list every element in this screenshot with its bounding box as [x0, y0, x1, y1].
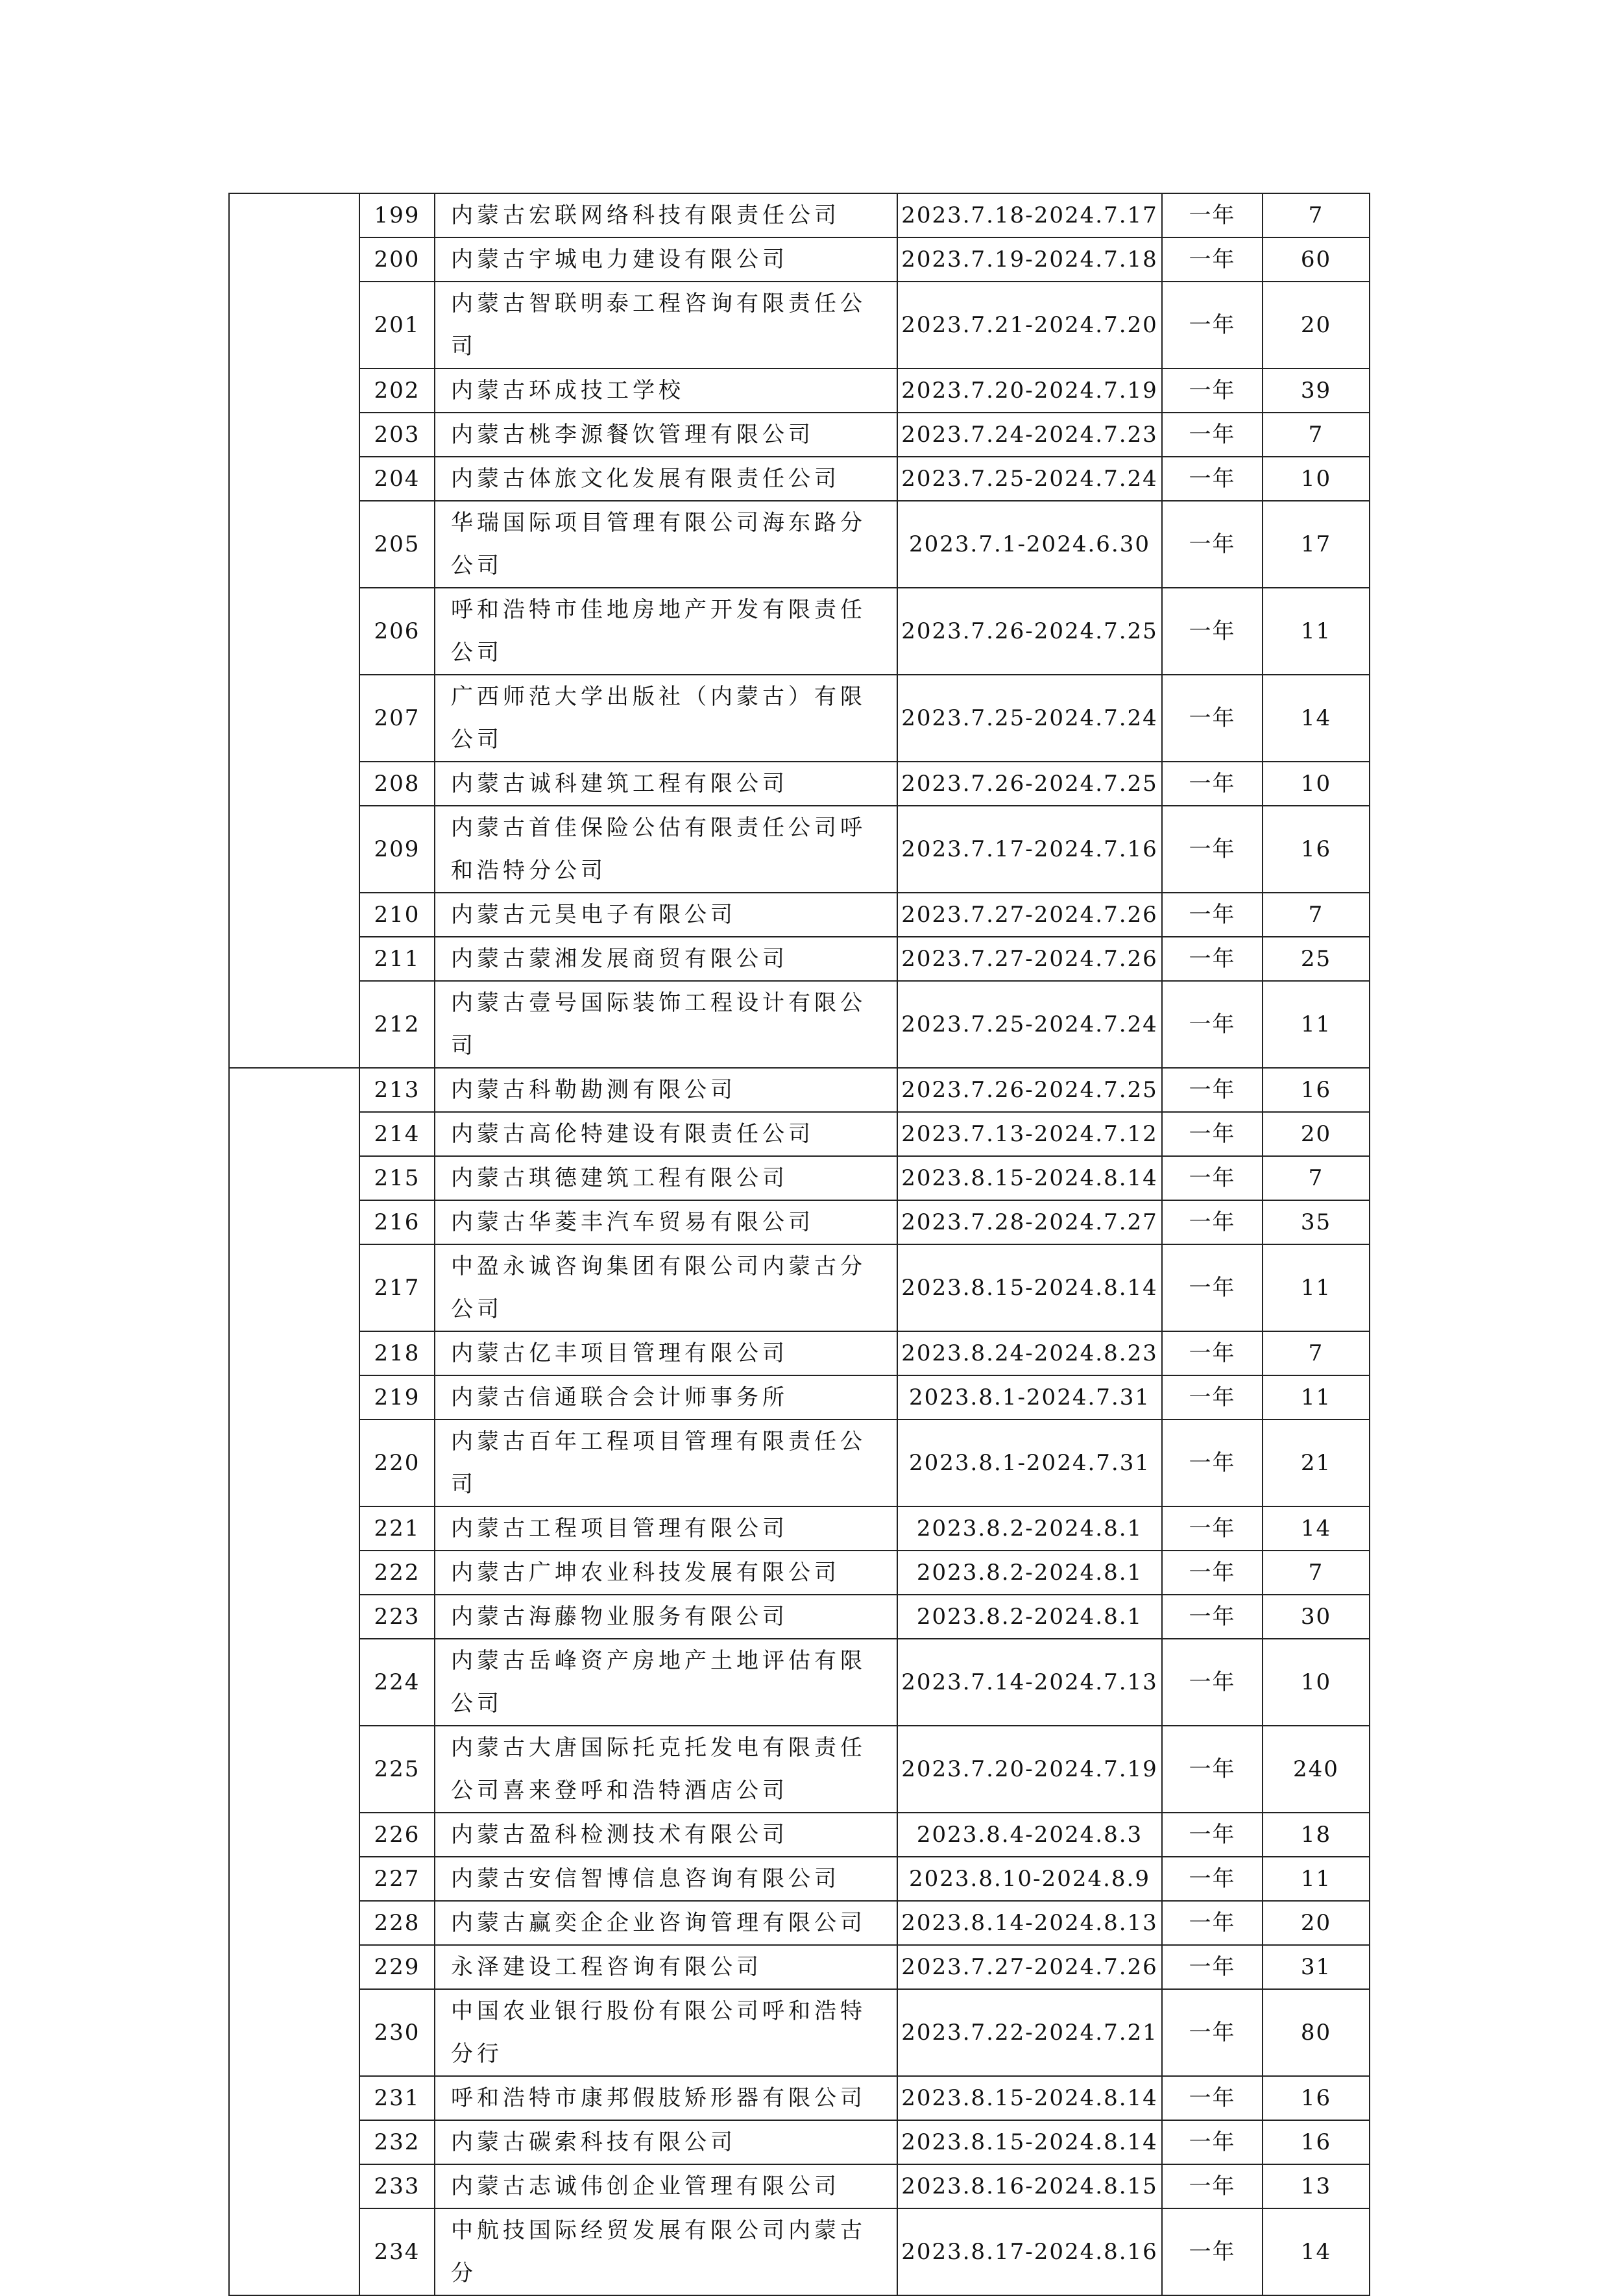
validity-period: 2023.7.22-2024.7.21 [897, 1989, 1162, 2076]
row-number: 230 [359, 1989, 435, 2076]
company-name: 内蒙古体旅文化发展有限责任公司 [435, 457, 897, 501]
row-number: 201 [359, 282, 435, 369]
row-number: 210 [359, 893, 435, 937]
company-name: 内蒙古岳峰资产房地产土地评估有限公司 [435, 1639, 897, 1726]
term: 一年 [1162, 1901, 1263, 1945]
count: 14 [1263, 1506, 1370, 1551]
row-number: 223 [359, 1595, 435, 1639]
validity-period: 2023.8.1-2024.7.31 [897, 1420, 1162, 1506]
company-name: 内蒙古信通联合会计师事务所 [435, 1375, 897, 1420]
validity-period: 2023.7.27-2024.7.26 [897, 1945, 1162, 1989]
company-name: 内蒙古百年工程项目管理有限责任公司 [435, 1420, 897, 1506]
validity-period: 2023.8.15-2024.8.14 [897, 1244, 1162, 1331]
table-row [229, 937, 1370, 981]
company-name: 内蒙古宏联网络科技有限责任公司 [435, 193, 897, 237]
count: 13 [1263, 2164, 1370, 2208]
group-cell-2 [229, 1068, 359, 2295]
table-row [229, 282, 1370, 369]
validity-period: 2023.7.25-2024.7.24 [897, 981, 1162, 1068]
table-row [229, 501, 1370, 588]
company-name: 内蒙古科勒勘测有限公司 [435, 1068, 897, 1112]
validity-period: 2023.7.26-2024.7.25 [897, 1068, 1162, 1112]
row-number: 199 [359, 193, 435, 237]
table-row [229, 893, 1370, 937]
count: 21 [1263, 1420, 1370, 1506]
validity-period: 2023.7.27-2024.7.26 [897, 937, 1162, 981]
company-name: 内蒙古元昊电子有限公司 [435, 893, 897, 937]
term: 一年 [1162, 1945, 1263, 1989]
count: 7 [1263, 1331, 1370, 1375]
table-row [229, 237, 1370, 282]
row-number: 200 [359, 237, 435, 282]
validity-period: 2023.7.24-2024.7.23 [897, 413, 1162, 457]
term: 一年 [1162, 193, 1263, 237]
term: 一年 [1162, 1506, 1263, 1551]
company-name: 内蒙古宇城电力建设有限公司 [435, 237, 897, 282]
table-row [229, 1989, 1370, 2076]
validity-period: 2023.7.27-2024.7.26 [897, 893, 1162, 937]
row-number: 207 [359, 675, 435, 762]
table-row [229, 1112, 1370, 1156]
term: 一年 [1162, 1726, 1263, 1813]
table-row [229, 2120, 1370, 2164]
row-number: 232 [359, 2120, 435, 2164]
row-number: 227 [359, 1857, 435, 1901]
count: 11 [1263, 1857, 1370, 1901]
validity-period: 2023.7.18-2024.7.17 [897, 193, 1162, 237]
count: 20 [1263, 1901, 1370, 1945]
table-row [229, 1857, 1370, 1901]
company-name: 广西师范大学出版社（内蒙古）有限公司 [435, 675, 897, 762]
validity-period: 2023.7.28-2024.7.27 [897, 1200, 1162, 1244]
row-number: 217 [359, 1244, 435, 1331]
count: 16 [1263, 806, 1370, 893]
term: 一年 [1162, 237, 1263, 282]
count: 7 [1263, 193, 1370, 237]
company-name: 内蒙古广坤农业科技发展有限公司 [435, 1551, 897, 1595]
company-name: 内蒙古桃李源餐饮管理有限公司 [435, 413, 897, 457]
table-row [229, 806, 1370, 893]
company-name: 呼和浩特市康邦假肢矫形器有限公司 [435, 2076, 897, 2120]
row-number: 204 [359, 457, 435, 501]
validity-period: 2023.8.2-2024.8.1 [897, 1595, 1162, 1639]
company-name: 内蒙古盈科检测技术有限公司 [435, 1813, 897, 1857]
validity-period: 2023.7.25-2024.7.24 [897, 457, 1162, 501]
validity-period: 2023.7.19-2024.7.18 [897, 237, 1162, 282]
count: 240 [1263, 1726, 1370, 1813]
count: 10 [1263, 457, 1370, 501]
count: 20 [1263, 1112, 1370, 1156]
row-number: 234 [359, 2208, 435, 2295]
table-row [229, 1244, 1370, 1331]
term: 一年 [1162, 981, 1263, 1068]
row-number: 216 [359, 1200, 435, 1244]
row-number: 211 [359, 937, 435, 981]
term: 一年 [1162, 675, 1263, 762]
count: 25 [1263, 937, 1370, 981]
validity-period: 2023.7.21-2024.7.20 [897, 282, 1162, 369]
count: 7 [1263, 413, 1370, 457]
term: 一年 [1162, 1551, 1263, 1595]
table-row [229, 369, 1370, 413]
term: 一年 [1162, 1857, 1263, 1901]
count: 7 [1263, 1156, 1370, 1200]
validity-period: 2023.8.14-2024.8.13 [897, 1901, 1162, 1945]
company-name: 内蒙古琪德建筑工程有限公司 [435, 1156, 897, 1200]
company-name: 内蒙古诚科建筑工程有限公司 [435, 762, 897, 806]
company-name: 内蒙古华菱丰汽车贸易有限公司 [435, 1200, 897, 1244]
company-name: 内蒙古智联明泰工程咨询有限责任公司 [435, 282, 897, 369]
validity-period: 2023.8.2-2024.8.1 [897, 1551, 1162, 1595]
company-name: 内蒙古大唐国际托克托发电有限责任公司喜来登呼和浩特酒店公司 [435, 1726, 897, 1813]
table-row [229, 413, 1370, 457]
count: 11 [1263, 1244, 1370, 1331]
row-number: 209 [359, 806, 435, 893]
count: 20 [1263, 282, 1370, 369]
term: 一年 [1162, 588, 1263, 675]
table-row [229, 457, 1370, 501]
term: 一年 [1162, 1813, 1263, 1857]
table-row [229, 1200, 1370, 1244]
row-number: 214 [359, 1112, 435, 1156]
term: 一年 [1162, 937, 1263, 981]
validity-period: 2023.8.2-2024.8.1 [897, 1506, 1162, 1551]
enterprise-table [228, 193, 1370, 2296]
company-name: 中盈永诚咨询集团有限公司内蒙古分公司 [435, 1244, 897, 1331]
table-row [229, 193, 1370, 237]
company-name: 内蒙古壹号国际装饰工程设计有限公司 [435, 981, 897, 1068]
table-row [229, 675, 1370, 762]
term: 一年 [1162, 2120, 1263, 2164]
table-row [229, 1813, 1370, 1857]
term: 一年 [1162, 457, 1263, 501]
validity-period: 2023.8.15-2024.8.14 [897, 1156, 1162, 1200]
term: 一年 [1162, 762, 1263, 806]
count: 10 [1263, 1639, 1370, 1726]
table-row [229, 2164, 1370, 2208]
table-row [229, 1156, 1370, 1200]
count: 16 [1263, 1068, 1370, 1112]
validity-period: 2023.7.13-2024.7.12 [897, 1112, 1162, 1156]
company-name: 内蒙古赢奕企企业咨询管理有限公司 [435, 1901, 897, 1945]
count: 35 [1263, 1200, 1370, 1244]
validity-period: 2023.7.1-2024.6.30 [897, 501, 1162, 588]
validity-period: 2023.8.4-2024.8.3 [897, 1813, 1162, 1857]
count: 18 [1263, 1813, 1370, 1857]
term: 一年 [1162, 1068, 1263, 1112]
table-row [229, 1506, 1370, 1551]
company-name: 内蒙古海藤物业服务有限公司 [435, 1595, 897, 1639]
company-name: 内蒙古高伦特建设有限责任公司 [435, 1112, 897, 1156]
validity-period: 2023.8.15-2024.8.14 [897, 2076, 1162, 2120]
table-row [229, 1068, 1370, 1112]
count: 17 [1263, 501, 1370, 588]
table-row [229, 1331, 1370, 1375]
row-number: 225 [359, 1726, 435, 1813]
table-row [229, 1726, 1370, 1813]
company-name: 内蒙古蒙湘发展商贸有限公司 [435, 937, 897, 981]
table-row [229, 1595, 1370, 1639]
row-number: 228 [359, 1901, 435, 1945]
term: 一年 [1162, 1200, 1263, 1244]
row-number: 226 [359, 1813, 435, 1857]
count: 11 [1263, 588, 1370, 675]
table-row [229, 981, 1370, 1068]
validity-period: 2023.8.17-2024.8.16 [897, 2208, 1162, 2295]
table-row [229, 1901, 1370, 1945]
row-number: 205 [359, 501, 435, 588]
table-row [229, 2076, 1370, 2120]
row-number: 218 [359, 1331, 435, 1375]
validity-period: 2023.8.1-2024.7.31 [897, 1375, 1162, 1420]
row-number: 231 [359, 2076, 435, 2120]
group-cell-1 [229, 193, 359, 1068]
table-row [229, 2208, 1370, 2295]
term: 一年 [1162, 1375, 1263, 1420]
count: 60 [1263, 237, 1370, 282]
company-name: 内蒙古安信智博信息咨询有限公司 [435, 1857, 897, 1901]
count: 14 [1263, 675, 1370, 762]
count: 16 [1263, 2076, 1370, 2120]
term: 一年 [1162, 1639, 1263, 1726]
term: 一年 [1162, 2208, 1263, 2295]
term: 一年 [1162, 413, 1263, 457]
company-name: 华瑞国际项目管理有限公司海东路分公司 [435, 501, 897, 588]
row-number: 229 [359, 1945, 435, 1989]
validity-period: 2023.7.14-2024.7.13 [897, 1639, 1162, 1726]
row-number: 206 [359, 588, 435, 675]
company-name: 呼和浩特市佳地房地产开发有限责任公司 [435, 588, 897, 675]
term: 一年 [1162, 501, 1263, 588]
count: 80 [1263, 1989, 1370, 2076]
count: 7 [1263, 893, 1370, 937]
term: 一年 [1162, 2164, 1263, 2208]
table-row [229, 588, 1370, 675]
validity-period: 2023.8.10-2024.8.9 [897, 1857, 1162, 1901]
enterprise-table-body [229, 193, 1370, 2295]
table-row [229, 1551, 1370, 1595]
row-number: 215 [359, 1156, 435, 1200]
company-name: 内蒙古碳索科技有限公司 [435, 2120, 897, 2164]
count: 16 [1263, 2120, 1370, 2164]
validity-period: 2023.7.26-2024.7.25 [897, 762, 1162, 806]
row-number: 202 [359, 369, 435, 413]
term: 一年 [1162, 1595, 1263, 1639]
validity-period: 2023.8.15-2024.8.14 [897, 2120, 1162, 2164]
row-number: 221 [359, 1506, 435, 1551]
row-number: 220 [359, 1420, 435, 1506]
term: 一年 [1162, 282, 1263, 369]
row-number: 212 [359, 981, 435, 1068]
count: 30 [1263, 1595, 1370, 1639]
row-number: 203 [359, 413, 435, 457]
row-number: 219 [359, 1375, 435, 1420]
table-row [229, 1420, 1370, 1506]
company-name: 内蒙古亿丰项目管理有限公司 [435, 1331, 897, 1375]
term: 一年 [1162, 369, 1263, 413]
validity-period: 2023.8.24-2024.8.23 [897, 1331, 1162, 1375]
validity-period: 2023.7.20-2024.7.19 [897, 1726, 1162, 1813]
count: 39 [1263, 369, 1370, 413]
validity-period: 2023.8.16-2024.8.15 [897, 2164, 1162, 2208]
company-name: 内蒙古工程项目管理有限公司 [435, 1506, 897, 1551]
row-number: 213 [359, 1068, 435, 1112]
term: 一年 [1162, 1420, 1263, 1506]
count: 14 [1263, 2208, 1370, 2295]
company-name: 中航技国际经贸发展有限公司内蒙古分 [435, 2208, 897, 2295]
company-name: 内蒙古首佳保险公估有限责任公司呼和浩特分公司 [435, 806, 897, 893]
term: 一年 [1162, 1989, 1263, 2076]
term: 一年 [1162, 893, 1263, 937]
company-name: 中国农业银行股份有限公司呼和浩特分行 [435, 1989, 897, 2076]
count: 31 [1263, 1945, 1370, 1989]
row-number: 233 [359, 2164, 435, 2208]
count: 7 [1263, 1551, 1370, 1595]
term: 一年 [1162, 2076, 1263, 2120]
count: 11 [1263, 981, 1370, 1068]
term: 一年 [1162, 1244, 1263, 1331]
count: 10 [1263, 762, 1370, 806]
validity-period: 2023.7.26-2024.7.25 [897, 588, 1162, 675]
company-name: 内蒙古环成技工学校 [435, 369, 897, 413]
row-number: 208 [359, 762, 435, 806]
validity-period: 2023.7.20-2024.7.19 [897, 369, 1162, 413]
company-name: 永泽建设工程咨询有限公司 [435, 1945, 897, 1989]
validity-period: 2023.7.25-2024.7.24 [897, 675, 1162, 762]
count: 11 [1263, 1375, 1370, 1420]
term: 一年 [1162, 1156, 1263, 1200]
table-row [229, 1375, 1370, 1420]
term: 一年 [1162, 1112, 1263, 1156]
table-row [229, 762, 1370, 806]
row-number: 222 [359, 1551, 435, 1595]
table-row [229, 1945, 1370, 1989]
validity-period: 2023.7.17-2024.7.16 [897, 806, 1162, 893]
table-row [229, 1639, 1370, 1726]
term: 一年 [1162, 1331, 1263, 1375]
row-number: 224 [359, 1639, 435, 1726]
term: 一年 [1162, 806, 1263, 893]
company-name: 内蒙古志诚伟创企业管理有限公司 [435, 2164, 897, 2208]
